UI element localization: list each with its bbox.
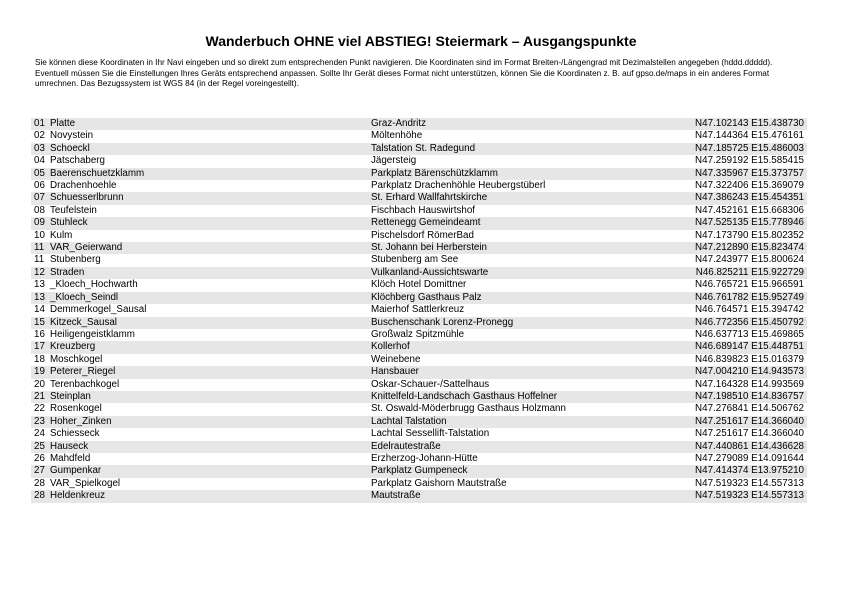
intro-paragraph-1: Sie können diese Koordinaten in Ihr Navi eingeben und so direkt zum entsprechenden Punkt navigieren. Die Koordinaten sind im Format Breiten-/Längengrad mit Dezimalstellen angegeben (hddd.ddddd).	[35, 58, 773, 67]
start-point: Parkplatz Bärenschützklamm	[368, 168, 655, 180]
table-row	[31, 329, 807, 341]
row-number: 04	[34, 155, 45, 167]
route-name: _Kloech_Hochwarth	[50, 279, 138, 291]
coordinates: N47.173790 E15.802352	[695, 229, 804, 241]
row-number: 09	[31, 217, 47, 229]
route-name: Drachenhoehle	[50, 180, 117, 192]
start-point: Oskar-Schauer-/Sattelhaus	[371, 378, 490, 390]
route-name: Kreuzberg	[47, 341, 368, 353]
start-point: Kollerhof	[368, 341, 655, 353]
route-name: Peterer_Riegel	[47, 366, 368, 378]
table-row	[31, 354, 807, 366]
table-row	[31, 366, 807, 378]
table-row	[31, 242, 807, 254]
table-row	[31, 205, 807, 217]
start-point: Rettenegg Gemeindeamt	[368, 217, 655, 229]
coordinates: N47.386243 E15.454351	[655, 192, 807, 204]
table-row	[31, 279, 807, 291]
table-row	[31, 267, 807, 279]
route-name: Schiesseck	[50, 428, 100, 440]
start-point: St. Johann bei Herberstein	[368, 242, 655, 254]
table-row	[31, 490, 807, 502]
route-name: Heldenkreuz	[47, 490, 368, 502]
coordinates: N46.761782 E15.952749	[655, 292, 807, 304]
route-name: Patschaberg	[50, 155, 106, 167]
route-name: Teufelstein	[50, 204, 97, 216]
route-name: Demmerkogel_Sausal	[50, 304, 147, 316]
coordinates: N47.251617 E14.366040	[655, 416, 807, 428]
table-row	[31, 230, 807, 242]
coordinates: N46.765721 E15.966591	[695, 279, 804, 291]
coordinates: N47.525135 E15.778946	[655, 217, 807, 229]
coordinates: N47.198510 E14.836757	[655, 391, 807, 403]
coordinates: N47.102143 E15.438730	[655, 118, 807, 130]
coordinates: N47.259192 E15.585415	[695, 155, 804, 167]
start-point: Talstation St. Radegund	[368, 143, 655, 155]
coordinates: N47.185725 E15.486003	[655, 143, 807, 155]
table-row	[31, 416, 807, 428]
start-point: Parkplatz Drachenhöhle Heubergstüberl	[371, 180, 546, 192]
route-name: Rosenkogel	[50, 403, 102, 415]
route-name: Terenbachkogel	[50, 378, 120, 390]
table-row	[31, 180, 807, 192]
page-title: Wanderbuch OHNE viel ABSTIEG! Steiermark – Ausgangspunkte	[205, 33, 637, 49]
start-point: Stubenberg am See	[371, 254, 459, 266]
intro-text	[35, 58, 807, 90]
route-name: Straden	[47, 267, 368, 279]
table-row	[31, 478, 807, 490]
coordinates: N47.251617 E14.366040	[695, 428, 804, 440]
route-name: Mahdfeld	[50, 452, 91, 464]
row-number: 18	[34, 353, 45, 365]
coordinates: N46.689147 E15.448751	[655, 341, 807, 353]
coordinates: N47.276841 E14.506762	[695, 403, 804, 415]
route-name: Gumpenkar	[47, 465, 368, 477]
route-name: _Kloech_Seindl	[47, 292, 368, 304]
row-number: 20	[34, 378, 45, 390]
row-number: 01	[31, 118, 47, 130]
coordinates: N47.279089 E14.091644	[695, 452, 804, 464]
start-point: Pischelsdorf RömerBad	[371, 229, 474, 241]
table-row	[31, 428, 807, 440]
row-number: 25	[31, 441, 47, 453]
table-row	[31, 118, 807, 130]
coordinates: N46.764571 E15.394742	[695, 304, 804, 316]
row-number: 12	[31, 267, 47, 279]
table-row	[31, 317, 807, 329]
start-point: Hansbauer	[368, 366, 655, 378]
row-number: 03	[31, 143, 47, 155]
row-number: 08	[34, 204, 45, 216]
start-point: Klöchberg Gasthaus Palz	[368, 292, 655, 304]
start-point: Graz-Andritz	[368, 118, 655, 130]
coordinates: N47.212890 E15.823474	[655, 242, 807, 254]
route-name: Stubenberg	[50, 254, 101, 266]
intro-paragraph-2: Eventuell müssen Sie die Einstellungen Ihres Geräts entsprechend anpassen. Sollte Ihr Gerät dieses Format nicht unterstützen, können Sie die Koordinaten z. B. auf gpso.de/maps in ein anderes Format umrechnen. Das Bezugssystem ist WGS 84 (in der Regel voreingestellt).	[35, 68, 770, 88]
route-name: Moschkogel	[50, 353, 103, 365]
row-number: 22	[34, 403, 45, 415]
route-name: VAR_Spielkogel	[50, 477, 121, 489]
table-row	[31, 155, 807, 167]
start-point: Jägersteig	[371, 155, 417, 167]
route-name: Kitzeck_Sausal	[47, 317, 368, 329]
coordinates-table	[31, 118, 807, 503]
table-row	[31, 217, 807, 229]
row-number: 13	[34, 279, 45, 291]
route-name: Hoher_Zinken	[47, 416, 368, 428]
table-row	[31, 403, 807, 415]
row-number: 27	[31, 465, 47, 477]
route-name: Steinplan	[47, 391, 368, 403]
coordinates: N47.452161 E15.668306	[695, 204, 804, 216]
start-point: Vulkanland-Aussichtswarte	[368, 267, 655, 279]
row-number: 24	[34, 428, 45, 440]
route-name: Stuhleck	[47, 217, 368, 229]
row-number: 13	[31, 292, 47, 304]
table-row	[31, 130, 807, 142]
coordinates: N46.825211 E15.922729	[655, 267, 807, 279]
row-number: 16	[34, 328, 45, 340]
coordinates: N47.144364 E15.476161	[695, 130, 804, 142]
row-number: 28	[34, 477, 45, 489]
start-point: Parkplatz Gaishorn Mautstraße	[371, 477, 507, 489]
table-row	[31, 341, 807, 353]
coordinates: N46.772356 E15.450792	[655, 317, 807, 329]
table-row	[31, 168, 807, 180]
row-number: 21	[31, 391, 47, 403]
table-row	[31, 391, 807, 403]
route-name: VAR_Geierwand	[47, 242, 368, 254]
route-name: Kulm	[50, 229, 73, 241]
row-number: 11	[31, 242, 47, 254]
coordinates: N47.440861 E14.436628	[655, 441, 807, 453]
coordinates: N47.519323 E14.557313	[655, 490, 807, 502]
coordinates: N47.243977 E15.800624	[695, 254, 804, 266]
row-number: 06	[34, 180, 45, 192]
row-number: 07	[31, 192, 47, 204]
start-point: Möltenhöhe	[371, 130, 423, 142]
route-name: Hauseck	[47, 441, 368, 453]
row-number: 15	[31, 317, 47, 329]
start-point: Lachtal Sessellift-Talstation	[371, 428, 490, 440]
coordinates: N46.839823 E15.016379	[695, 353, 804, 365]
coordinates: N47.335967 E15.373757	[655, 168, 807, 180]
start-point: Buschenschank Lorenz-Pronegg	[368, 317, 655, 329]
table-row	[31, 254, 807, 266]
row-number: 11	[34, 254, 45, 266]
coordinates: N47.164328 E14.993569	[695, 378, 804, 390]
row-number: 14	[34, 304, 45, 316]
row-number: 26	[34, 452, 45, 464]
row-number: 28	[31, 490, 47, 502]
table-row	[31, 304, 807, 316]
row-number: 23	[31, 416, 47, 428]
route-name: Heiligengeistklamm	[50, 328, 135, 340]
start-point: Mautstraße	[368, 490, 655, 502]
start-point: St. Oswald-Möderbrugg Gasthaus Holzmann	[371, 403, 566, 415]
route-name: Platte	[47, 118, 368, 130]
route-name: Schuesserlbrunn	[47, 192, 368, 204]
coordinates: N47.414374 E13.975210	[655, 465, 807, 477]
row-number: 02	[34, 130, 45, 142]
start-point: Fischbach Hauswirtshof	[371, 204, 475, 216]
route-name: Novystein	[50, 130, 94, 142]
table-row	[31, 292, 807, 304]
start-point: Erzherzog-Johann-Hütte	[371, 452, 478, 464]
row-number: 17	[31, 341, 47, 353]
coordinates: N47.004210 E14.943573	[655, 366, 807, 378]
start-point: Großwalz Spitzmühle	[371, 328, 465, 340]
start-point: Edelrautestraße	[368, 441, 655, 453]
row-number: 10	[34, 229, 45, 241]
table-row	[31, 465, 807, 477]
start-point: Parkplatz Gumpeneck	[368, 465, 655, 477]
route-name: Schoeckl	[47, 143, 368, 155]
table-row	[31, 453, 807, 465]
table-row	[31, 192, 807, 204]
start-point: St. Erhard Wallfahrtskirche	[368, 192, 655, 204]
route-name: Baerenschuetzklamm	[47, 168, 368, 180]
row-number: 05	[31, 168, 47, 180]
start-point: Knittelfeld-Landschach Gasthaus Hoffelner	[368, 391, 655, 403]
row-number: 19	[31, 366, 47, 378]
start-point: Lachtal Talstation	[368, 416, 655, 428]
table-row	[31, 379, 807, 391]
start-point: Maierhof Sattlerkreuz	[371, 304, 465, 316]
start-point: Weinebene	[371, 353, 421, 365]
start-point: Klöch Hotel Domittner	[371, 279, 467, 291]
table-row	[31, 143, 807, 155]
coordinates: N47.322406 E15.369079	[695, 180, 804, 192]
coordinates: N47.519323 E14.557313	[695, 477, 804, 489]
coordinates: N46.637713 E15.469865	[695, 328, 804, 340]
table-row	[31, 441, 807, 453]
